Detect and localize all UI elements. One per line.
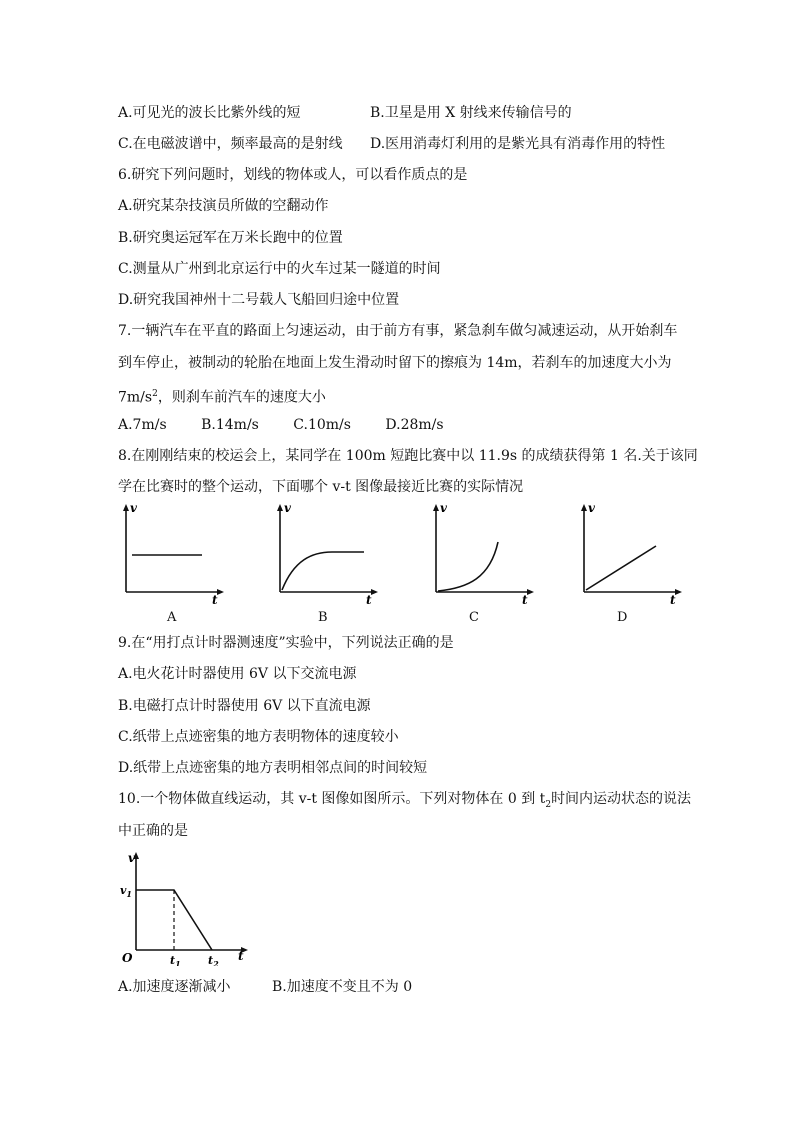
q9-option-a: A.电火花计时器使用 6V 以下交流电源 [118,666,357,682]
q10-graph-t2: $t_2$ [208,954,219,966]
q10-option-b: B.加速度不变且不为 0 [272,979,413,995]
q10-vt-graph [118,848,254,966]
q7-option-c: C.10m/s [293,417,351,433]
q7-stem-line1: 7.一辆汽车在平直的路面上匀速运动，由于前方有事，紧急刹车做匀减速运动，从开始刹车 [118,323,678,339]
q8-graph-d-axis-t: t [670,593,676,605]
q10-stem-head: 10.一个物体做直线运动，其 v-t 图像如图所示。下列对物体在 0 到 t [118,791,546,807]
q8-graph-a-axis-t: t [212,593,218,605]
q7-accel-value: 7m/s [118,389,153,406]
q10-stem-sub: 2 [545,799,552,810]
q7-stem-line2: 到车停止，被制动的轮胎在地面上发生滑动时留下的擦痕为 14m，若刹车的加速度大小为 [118,355,672,371]
q8-graph-c-label: C [469,610,479,625]
q8-graph-a [118,500,228,605]
q7-option-a: A.7m/s [118,417,167,433]
q9-option-b: B.电磁打点计时器使用 6V 以下直流电源 [118,698,371,714]
q7-accel-exponent: 2 [152,389,158,399]
q6-stem: 6.研究下列问题时，划线的物体或人，可以看作质点的是 [118,167,468,183]
q10-stem-tail: 时间内运动状态的说法 [551,791,692,807]
q10-graph-origin: O [122,951,133,965]
q7-option-d: D.28m/s [385,417,444,433]
q7-options [118,415,474,435]
q8-stem-line1: 8.在刚刚结束的校运会上，某同学在 100m 短跑比赛中以 11.9s 的成绩获得第 1 名.关于该同 [118,448,698,464]
q7-stem-tail: ，则刹车前汽车的速度大小 [157,389,326,406]
q6-option-c: C.测量从广州到北京运行中的火车过某一隧道的时间 [118,261,441,277]
q9-option-d: D.纸带上点迹密集的地方表明相邻点间的时间较短 [118,760,428,776]
q8-graph-c-axis-t: t [522,593,528,605]
q10-graph-v1: $v_1$ [120,884,132,899]
q8-graph-a-axis-v: v [130,501,137,515]
q7-option-b: B.14m/s [201,417,259,433]
q6-option-a: A.研究某杂技演员所做的空翻动作 [118,198,329,214]
q10-stem-line1 [118,789,691,815]
q8-graph-c [428,500,538,605]
q10-option-a: A.加速度逐渐减小 [118,979,231,995]
q6-option-b: B.研究奥运冠军在万米长跑中的位置 [118,230,343,246]
q8-graph-a-label: A [167,610,177,625]
q8-graph-b-axis-v: v [284,501,291,515]
q10-stem-line2: 中正确的是 [118,823,188,839]
q8-graph-b-axis-t: t [366,593,372,605]
q8-graph-b [272,500,382,605]
q7-stem-line3 [118,384,326,408]
q5-option-a: A.可见光的波长比紫外线的短 [118,105,301,121]
q9-stem: 9.在“用打点计时器测速度”实验中，下列说法正确的是 [118,635,454,651]
q10-graph-axis-t: t [238,949,244,963]
q8-graph-d [576,500,686,605]
q10-graph-axis-v: v [128,851,135,865]
q5-option-c: C.在电磁波谱中，频率最高的是射线 [118,136,343,152]
q5-option-d: D.医用消毒灯利用的是紫光具有消毒作用的特性 [370,136,666,152]
q10-graph-t1: $t_1$ [170,954,181,966]
q8-graph-b-label: B [318,610,328,625]
q8-stem-line2: 学在比赛时的整个运动，下面哪个 v-t 图像最接近比赛的实际情况 [118,479,524,495]
q9-option-c: C.纸带上点迹密集的地方表明物体的速度较小 [118,729,399,745]
q8-graph-d-label: D [617,610,628,625]
q5-option-b: B.卫星是用 X 射线来传输信号的 [370,105,572,121]
q8-graph-c-axis-v: v [440,501,447,515]
q8-graph-d-axis-v: v [588,501,595,515]
q6-option-d: D.研究我国神州十二号载人飞船回归途中位置 [118,292,400,308]
